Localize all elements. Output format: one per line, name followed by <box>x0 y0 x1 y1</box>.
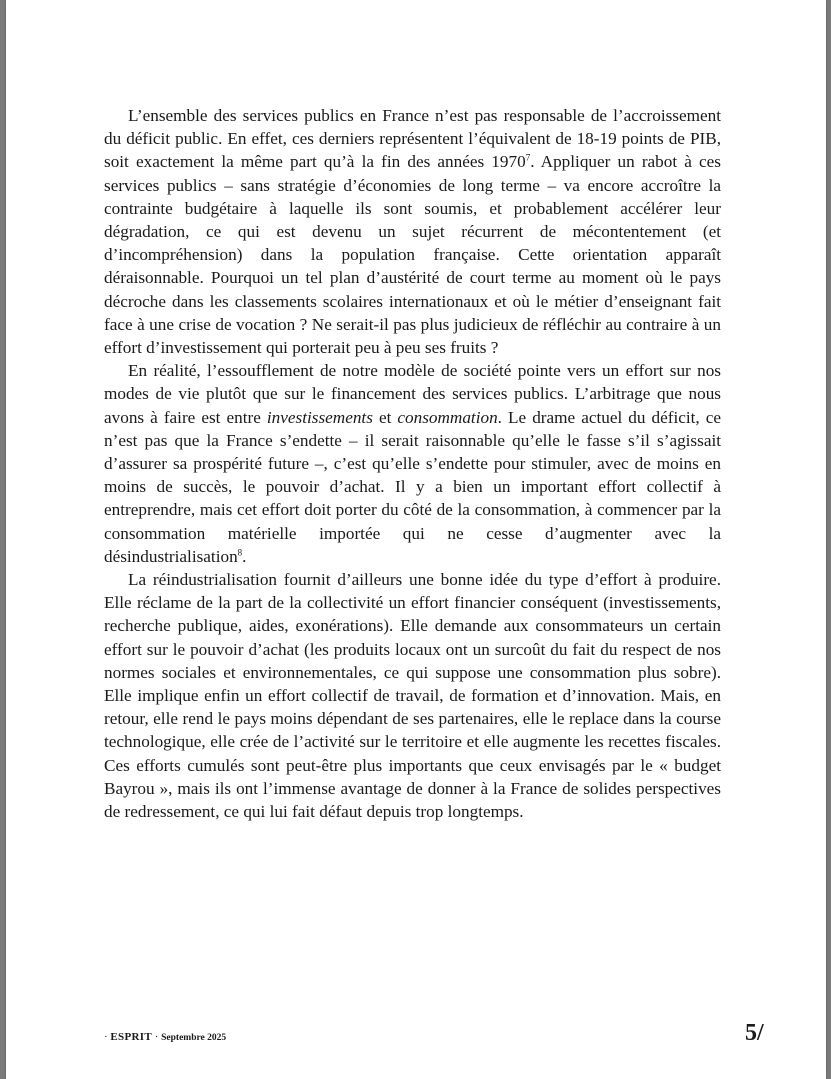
paragraph-2 <box>104 359 721 568</box>
issue-date: Septembre 2025 <box>161 1033 227 1043</box>
footnote-ref-7[interactable]: 7 <box>525 152 531 163</box>
publication-name: ESPRIT <box>110 1031 152 1043</box>
article-body <box>104 104 721 823</box>
paragraph-1-text: L’ensemble des services publics en France n’est pas responsable de l’accroissement du déficit public. En effet, ces derniers représentent l’équivalent de 18-19 points de PIB, soit exactement la même part qu’à la fin des années 1970 <box>104 106 721 172</box>
emphasis-consommation: consommation <box>397 407 498 427</box>
footer-separator: · <box>104 1031 108 1043</box>
paragraph-2-text-3: . Le drame actuel du déficit, ce n’est pas que la France s’endette – il serait raisonnable qu’elle le fasse s’il s’agissait d’assurer sa prospérité future –, c’est qu’elle s’endette pour stimuler, avec de moins en moins de succès, le pouvoir d’achat. Il y a bien un important effort collectif à entreprendre, mais cet effort doit porter du côté de la consommation, à commencer par la consommation matérielle importée qui ne cesse d’augmenter avec la désindustrialisation <box>104 407 722 566</box>
footnote-ref-8[interactable]: 8 <box>237 547 243 558</box>
paragraph-1-text-continued: . Appliquer un rabot à ces services publics – sans stratégie d’économies de long terme – va encore accroître la contrainte budgétaire à laquelle ils sont soumis, et probablement accélérer leur dégradation, ce qui est devenu un sujet récurrent de mécontentement (et d’incompréhension) dans la population française. Cette orientation apparaît déraisonnable. Pourquoi un tel plan d’austérité de court terme au moment où le pays décroche dans les classements scolaires internationaux et où le métier d’enseignant fait face à une crise de vocation ? Ne serait-il pas plus judicieux de réfléchir au contraire à un effort d’investissement qui porterait peu à peu ses fruits ? <box>104 152 721 358</box>
running-footer <box>104 1031 226 1043</box>
emphasis-investissements: investissements <box>266 407 373 427</box>
paragraph-2-text-4: . <box>242 546 247 566</box>
page-number: 5/ <box>745 1020 764 1046</box>
paragraph-1 <box>104 104 721 359</box>
document-page <box>6 0 826 1079</box>
paragraph-2-text-2: et <box>372 407 398 427</box>
paragraph-3-text: La réindustrialisation fournit d’ailleurs une bonne idée du type d’effort à produire. Elle réclame de la part de la collectivité un effort financier conséquent (investissements, recherche publique, aides, exonérations). Elle demande aux consommateurs un certain effort sur le pouvoir d’achat (les produits locaux ont un surcoût du fait du respect de nos normes sociales et environnementales, ce qui suppose une consommation plus sobre). Elle implique enfin un effort collectif de travail, de formation et d’innovation. Mais, en retour, elle rend le pays moins dépendant de ses partenaires, elle le replace dans la course technologique, elle crée de l’activité sur le territoire et elle augmente les recettes fiscales. Ces efforts cumulés sont peut-être plus importants que ceux envisagés par le « budget Bayrou », mais ils ont l’immense avantage de donner à la France de solides perspectives de redressement, ce qui lui fait défaut depuis trop longtemps. <box>104 570 721 822</box>
paragraph-3 <box>104 568 721 823</box>
footer-separator: · <box>154 1031 159 1043</box>
paragraph-2-text-1: En réalité, l’essoufflement de notre modèle de société pointe vers un effort sur nos modes de vie plutôt que sur le financement des services publics. L’arbitrage que nous avons à faire est entre <box>104 361 721 427</box>
